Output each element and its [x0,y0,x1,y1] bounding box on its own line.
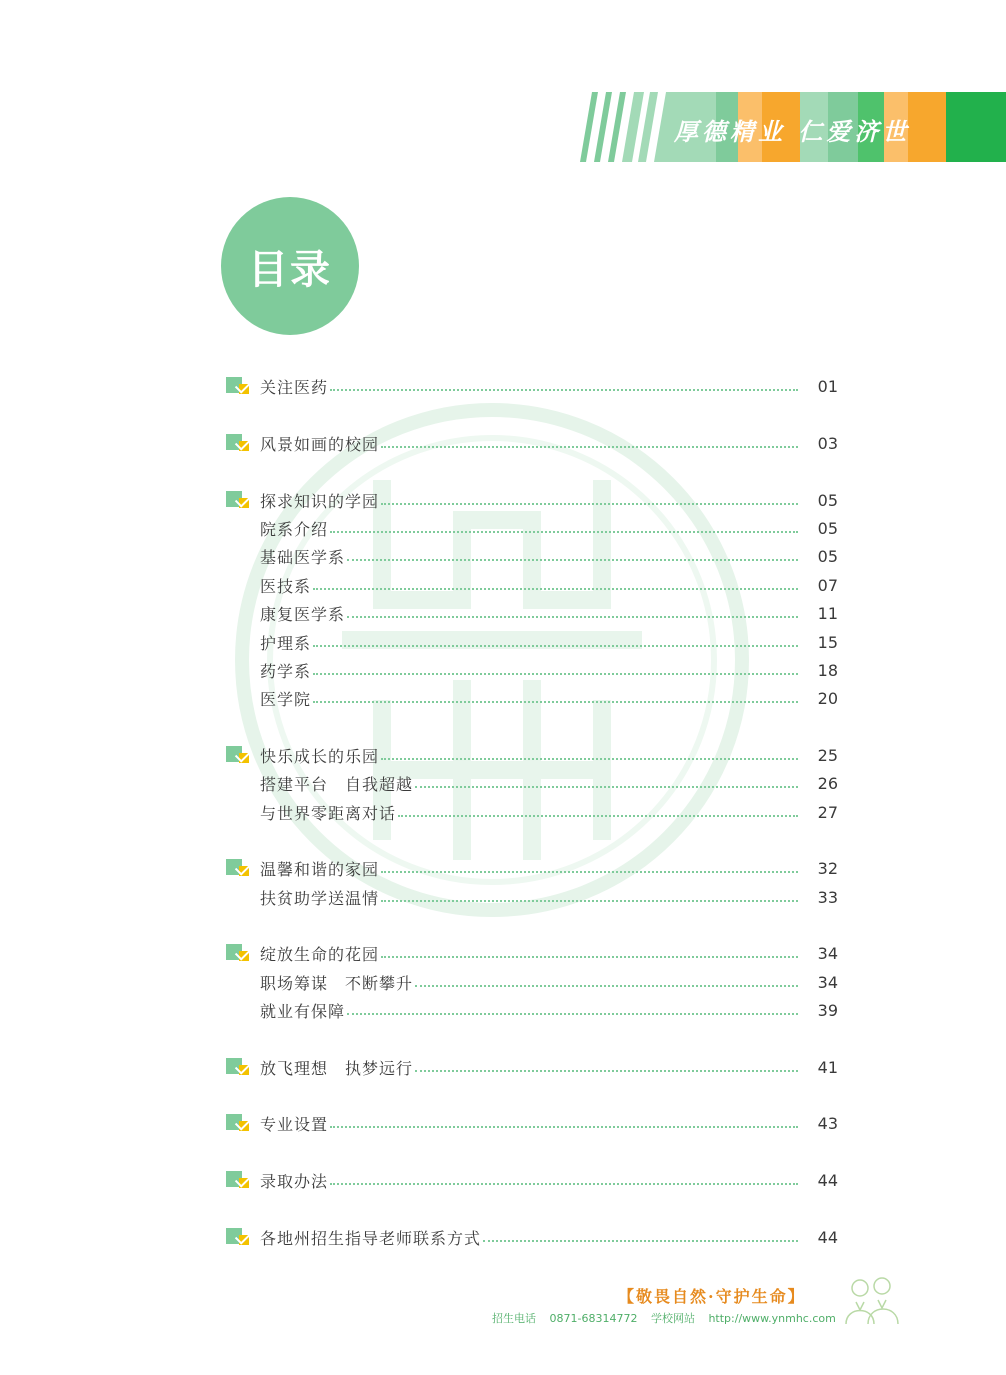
checkbox-marker-icon [226,377,252,395]
toc-entry[interactable] [226,630,838,654]
dotted-leader [381,871,798,873]
toc-entry[interactable] [226,1055,838,1079]
checkbox-marker-icon [226,491,252,509]
toc-entry[interactable] [226,856,838,880]
toc-title-circle [221,197,359,335]
toc-entry-label: 温馨和谐的家园 [260,859,380,879]
toc-entry-page: 25 [817,745,838,765]
toc-entry-label: 扶贫助学送温情 [260,888,380,908]
toc-entry-page: 39 [817,1000,838,1020]
checkbox-marker-icon [226,1058,252,1076]
toc-entry[interactable] [226,488,838,512]
toc-entry[interactable] [226,1111,838,1135]
header-motto: 厚德精业 仁爱济世 [674,117,911,146]
toc-entry[interactable] [226,998,838,1022]
toc-entry[interactable] [226,771,838,795]
toc-entry[interactable] [226,885,838,909]
toc-entry-page: 05 [817,546,838,566]
toc-entry-page: 18 [817,660,838,680]
toc-entry-label: 医技系 [260,576,312,596]
toc-entry-label: 药学系 [260,661,312,681]
toc-entry-label: 院系介绍 [260,519,329,539]
toc-entry-label: 就业有保障 [260,1001,346,1021]
dotted-leader [330,531,798,533]
toc-entry-page: 15 [817,632,838,652]
toc-entry[interactable] [226,743,838,767]
toc-entry-page: 11 [817,603,838,623]
dotted-leader [381,446,798,448]
dotted-leader [381,758,798,760]
dotted-leader [347,1013,798,1015]
site-label: 学校网站 [650,1312,695,1325]
toc-entry[interactable] [226,800,838,824]
toc-entry-page: 33 [817,887,838,907]
dotted-leader [330,1126,798,1128]
phone-label: 招生电话 [492,1312,536,1325]
toc-entry[interactable] [226,601,838,625]
dotted-leader [347,616,798,618]
dotted-leader [415,985,798,987]
dotted-leader [313,588,798,590]
dotted-leader [381,900,798,902]
toc-entry[interactable] [226,686,838,710]
toc-entry[interactable] [226,516,838,540]
checkbox-marker-icon [226,1171,252,1189]
dotted-leader [381,956,798,958]
toc-entry-label: 康复医学系 [260,604,346,624]
checkbox-marker-icon [226,434,252,452]
checkbox-marker-icon [226,746,252,764]
toc-entry-label: 关注医药 [260,377,329,397]
toc-entry[interactable] [226,431,838,455]
toc-entry-page: 07 [817,575,838,595]
toc-entry-page: 34 [817,943,838,963]
toc-entry-page: 41 [817,1057,838,1077]
toc-entry-page: 44 [817,1227,838,1247]
dotted-leader [381,503,798,505]
toc-entry-page: 20 [817,688,838,708]
toc-entry-label: 风景如画的校园 [260,434,380,454]
dotted-leader [330,389,798,391]
toc-entry-label: 与世界零距离对话 [260,803,397,823]
toc-entry-label: 放飞理想 执梦远行 [260,1058,414,1078]
phone-number: 0871-68314772 [549,1312,638,1325]
toc-entry-page: 43 [817,1113,838,1133]
page-title: 目录 [248,246,332,293]
toc-entry[interactable] [226,941,838,965]
toc-entry-page: 01 [817,376,838,396]
checkbox-marker-icon [226,944,252,962]
dotted-leader [313,701,798,703]
toc-entry-label: 绽放生命的花园 [260,944,380,964]
toc-entry-page: 32 [817,858,838,878]
toc-entry[interactable] [226,1168,838,1192]
footer-slogan: 【敬畏自然·守护生命】 [618,1287,806,1306]
toc-entry-page: 34 [817,972,838,992]
toc-entry[interactable] [226,970,838,994]
checkbox-marker-icon [226,1228,252,1246]
toc-entry[interactable] [226,374,838,398]
toc-entry[interactable] [226,573,838,597]
dotted-leader [483,1240,798,1242]
toc-entry-label: 探求知识的学园 [260,491,380,511]
doctors-illustration-icon [840,1276,902,1324]
dotted-leader [347,559,798,561]
toc-entry-page: 05 [817,518,838,538]
dotted-leader [313,673,798,675]
site-url[interactable]: http://www.ynmhc.com [708,1312,836,1325]
toc-entry-page: 44 [817,1170,838,1190]
toc-entry-page: 27 [817,802,838,822]
toc-entry-label: 快乐成长的乐园 [260,746,380,766]
toc-entry-label: 基础医学系 [260,547,346,567]
toc-entry-label: 护理系 [260,633,312,653]
toc-entry-page: 03 [817,433,838,453]
toc-entry-label: 各地州招生指导老师联系方式 [260,1228,482,1248]
toc-entry-label: 专业设置 [260,1114,329,1134]
dotted-leader [313,645,798,647]
dotted-leader [415,1070,798,1072]
toc-entry[interactable] [226,544,838,568]
toc-entry[interactable] [226,1225,838,1249]
dotted-leader [415,786,798,788]
toc-entry-page: 26 [817,773,838,793]
dotted-leader [398,815,798,817]
dotted-leader [330,1183,798,1185]
toc-entry-label: 录取办法 [260,1171,329,1191]
toc-entry-label: 医学院 [260,689,312,709]
toc-entry-label: 搭建平台 自我超越 [260,774,414,794]
toc-entry-label: 职场筹谋 不断攀升 [260,973,414,993]
checkbox-marker-icon [226,1114,252,1132]
footer-contact [492,1310,846,1326]
toc-entry[interactable] [226,658,838,682]
checkbox-marker-icon [226,859,252,877]
toc-entry-page: 05 [817,490,838,510]
